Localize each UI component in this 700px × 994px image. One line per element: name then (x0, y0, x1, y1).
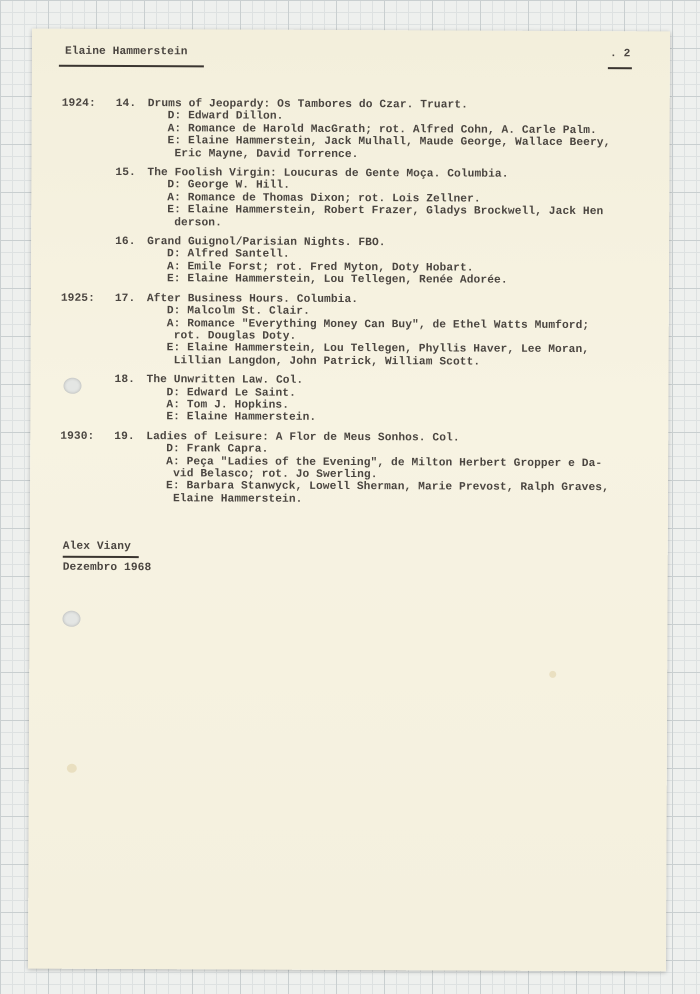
author-signature: Alex Viany (62, 540, 131, 554)
credit-line: D: Malcolm St. Clair. (166, 305, 310, 318)
credit-line: A: Emile Forst; rot. Fred Myton, Doty Hobart. (166, 261, 474, 275)
credit-line: A: Romance de Thomas Dixon; rot. Lois Zellner. (167, 192, 481, 206)
page-number: . 2 (609, 48, 631, 61)
paper-stain (549, 671, 556, 678)
entry-number: 17. (114, 292, 136, 305)
film-title: Drums of Jeopardy: Os Tambores do Czar. Truart. (147, 98, 468, 112)
credit-line: D: Frank Capra. (166, 443, 269, 456)
credit-line: A: Romance "Everything Money Can Buy", de Ethel Watts Mumford; (166, 317, 590, 332)
credit-continuation: Elaine Hammerstein. (172, 493, 303, 506)
credit-continuation: Eric Mayne, David Torrence. (174, 147, 359, 161)
film-title: The Unwritten Law. Col. (146, 374, 304, 387)
credit-line: E: Elaine Hammerstein, Jack Mulhall, Maude George, Wallace Beery, (167, 135, 611, 150)
entry-year: 1924: (61, 97, 96, 110)
credit-line: D: Edward Dillon. (167, 110, 284, 124)
page-number-underline (608, 67, 632, 69)
credit-line: E: Elaine Hammerstein, Lou Tellegen, Renée Adorée. (166, 273, 508, 287)
film-title: Grand Guignol/Parisian Nights. FBO. (147, 236, 386, 250)
entry-year: 1930: (60, 430, 95, 443)
punch-hole (62, 611, 80, 627)
film-entry (61, 98, 610, 162)
film-entry (61, 167, 610, 231)
credit-continuation: rot. Douglas Doty. (173, 330, 297, 343)
filmography-list (60, 98, 611, 515)
credit-line: D: George W. Hill. (167, 179, 291, 193)
signature-underline (63, 556, 139, 558)
entry-number: 19. (114, 430, 135, 443)
entry-number: 16. (115, 236, 136, 249)
entry-number: 14. (115, 97, 137, 111)
credit-line: E: Elaine Hammerstein, Robert Frazer, Gladys Brockwell, Jack Hen (167, 204, 604, 219)
credit-line: E: Elaine Hammerstein, Lou Tellegen, Phyllis Haver, Lee Moran, (166, 342, 590, 357)
credit-continuation: Lillian Langdon, John Patrick, William Scott. (173, 354, 481, 369)
credit-line: E: Elaine Hammerstein. (166, 411, 317, 425)
film-entry (60, 430, 609, 507)
credit-line: A: Romance de Harold MacGrath; rot. Alfred Cohn, A. Carle Palm. (167, 123, 597, 137)
credit-line: D: Alfred Santell. (167, 248, 290, 262)
film-title: The Foolish Virgin: Loucuras de Gente Moça. Columbia. (147, 167, 509, 181)
film-entry (61, 236, 610, 288)
typewritten-page (28, 29, 670, 972)
credit-line: A: Peça "Ladies of the Evening", de Milton Herbert Gropper e Da- (166, 455, 603, 470)
film-title: Ladies of Leisure: A Flor de Meus Sonhos. Col. (146, 430, 460, 445)
credit-line: E: Barbara Stanwyck, Lowell Sherman, Marie Prevost, Ralph Graves, (166, 480, 609, 495)
entry-number: 18. (114, 374, 136, 387)
credit-continuation: vid Belasco; rot. Jo Swerling. (173, 468, 378, 482)
header-name: Elaine Hammerstein (64, 45, 188, 59)
credit-line: D: Edward Le Saint. (166, 386, 296, 400)
credit-line: A: Tom J. Hopkins. (166, 399, 290, 412)
header-underline (59, 65, 204, 67)
entry-number: 15. (115, 167, 136, 180)
document-date: Dezembro 1968 (62, 561, 152, 575)
film-entry (60, 374, 609, 426)
paper-stain (67, 764, 77, 773)
film-entry (61, 292, 610, 369)
credit-continuation: derson. (174, 216, 222, 230)
entry-year: 1925: (60, 292, 95, 305)
film-title: After Business Hours. Columbia. (146, 292, 359, 306)
